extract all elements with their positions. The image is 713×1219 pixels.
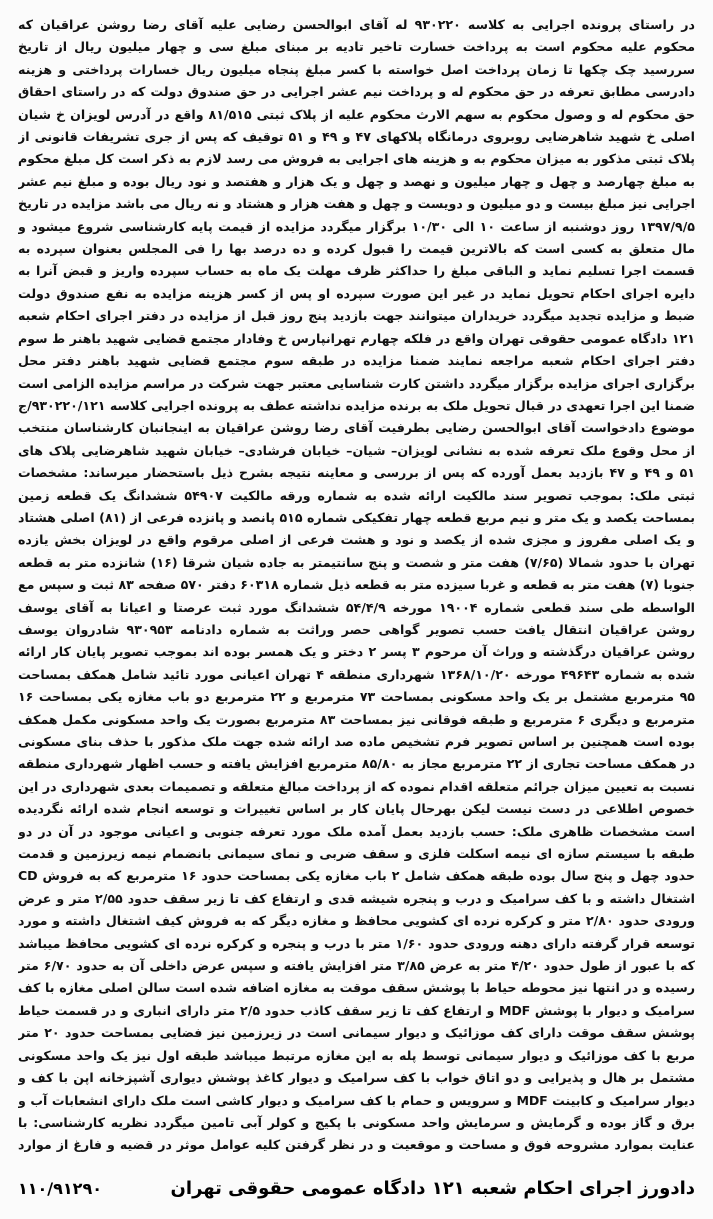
notice-paragraph: در راستای پرونده اجرایی به کلاسه ۹۳۰۲۲۰ له آقای ابوالحسن رضایی علیه آقای رضا روشن عراقیان که محکوم علیه محکوم است به پرداخت خسارت تاخیر تادیه بر مبنای مبلغ سی و چهار میلیون ریال از تاریخ سررسید چک چکها تا زمان پرداخت اصل خواسته با کسر مبلغ پنجاه میلیون ریال خسارات پرداختی و هزینه دادرسی مطابق تعرفه در حق محکوم له و پرداخت نیم عشر اجرایی در حق صندوق دولت که در راستای احقاق حق محکوم له و وصول محکوم به سهم الارث محکوم علیه از پلاک ثبتی ۸۱/۵۱۵ واقع در آدرس لویزان خ شیان اصلی خ شهید شاهرضایی روبروی درمانگاه پلاکهای ۴۷ و ۴۹ و ۵۱ توقیف که پس از جری تشریفات قانونی از پلاک ثبتی مذکور به میزان محکوم به و هزینه های اجرایی به فروش می رسد لازم به ذکر است کل مبلغ محکوم به مبلغ چهارصد و چهل و چهار میلیون و نهصد و چهل و یک هزار و هفتصد و نود ریال بوده و مبلغ نیم عشر اجرایی نیز مبلغ بیست و دو میلیون و دویست و چهل و هفت هزار و هشتاد و نه ریال می باشد مزایده در تاریخ ۱۳۹۷/۹/۵ روز دوشنبه از ساعت ۱۰ الی ۱۰/۳۰ برگزار میگردد مزایده از قیمت پایه کارشناسی شروع میشود و مال متعلق به کسی است که بالاترین قیمت را قبول کرده و ده درصد بها را فی المجلس بعنوان سپرده به قسمت اجرا تسلیم نماید و الباقی مبلغ را حداکثر ظرف مهلت یک ماه به حساب سپرده واریز و قبض آنرا به دایره اجرای احکام تحویل نماید در غیر این صورت سپرده او پس از کسر هزینه مزایده به نفع صندوق دولت ضبط و مزایده تجدید میگردد خریداران میتوانند جهت بازدید پنج روز قبل از مزایده در دفتر اجرای احکام شعبه ۱۲۱ دادگاه عمومی حقوقی تهران واقع در فلکه چهارم تهرانپارس خ وفادار مجتمع قضایی شهید باهنر ط سوم دفتر اجرای احکام شعبه مراجعه نمایند ضمنا مزایده در طبقه سوم مجتمع قضایی شهید باهنر دفتر محل برگزاری اجرای مزایده برگزار میگردد داشتن کارت شناسایی معتبر جهت شرکت در مراسم مزایده الزامی است ضمنا این اجرا تعهدی در قبال تحویل ملک به برنده مزایده نداشته عطف به پرونده اجرایی کلاسه ۹۳۰۲۲۰/۱۲۱/ج موضوع دادخواست آقای ابوالحسن رضایی بطرفیت آقای رضا روشن عراقیان به اینجانبان کارشناسان منتخب از محل وقوع ملک تعرفه شده به نشانی لویزان– شیان– خیابان فرشادی– خیابان شهید شاهرضایی پلاک های ۵۱ و ۴۹ و ۴۷ بازدید بعمل آورده که پس از بررسی و معاینه نتیجه بشرح ذیل باستحضار میرساند: مشخصات ثبتی ملک: بموجب تصویر سند مالکیت ارائه شده به شماره ورقه مالکیت ۵۴۹۰۷ ششدانگ یک قطعه زمین بمساحت یکصد و یک متر و نیم مربع قطعه چهار تفکیکی شماره ۵۱۵ پانصد و پانزده فرعی از (۸۱) اصلی هشتاد و یک اصلی مفروز و مجزی شده از یکصد و نود و هشت فرعی از اصلی مرقوم واقع در لویزان بخش یازده تهران با حدود شمالا (۷/۶۵) هفت متر و شصت و پنج سانتیمتر به جاده شیان شرقا (۱۶) شانزده متر به قطعه جنوبا (۷) هفت متر به قطعه و غربا سیزده متر به قطعه ذیل شماره ۶۰۳۱۸ دفتر ۵۷۰ صفحه ۸۳ ثبت و سپس مع الواسطه طی سند قطعی شماره ۱۹۰۰۴ مورخه ۵۴/۴/۹ ششدانگ مورد ثبت عرصتا و اعیانا به آقای یوسف روشن عراقیان انتقال یافت حسب تصویر گواهی حصر وراثت به شماره دادنامه ۹۳۰۹۵۳ شادروان یوسف روشن عراقیان درگذشته و وراث آن مرحوم ۳ پسر ۲ دختر و یک همسر بوده اند بموجب تصویر پایان کار ارائه شده به شماره ۴۹۶۴۳ مورخه ۱۳۶۸/۱۰/۲۰ شهرداری منطقه ۴ تهران اعیانی مورد تائید شامل همکف بمساحت ۹۵ مترمربع مشتمل بر یک واحد مسکونی بمساحت ۷۳ مترمربع و ۲۲ مترمربع دو باب مغازه یکی بمساحت ۱۶ مترمربع و دیگری ۶ مترمربع و طبقه فوقانی نیز بمساحت ۸۳ مترمربع بصورت یک واحد مسکونی مکمل همکف بوده است همچنین بر اساس تصویر فرم تشخیص ماده صد ارائه شده جهت ملک مذکور با حذف بنای مسکونی در همکف مساحت تجاری از ۲۲ مترمربع مجاز به ۸۵/۸۰ مترمربع افزایش یافته و حسب اظهار شهرداری منطقه نسبت به تعیین میزان جرائم متعلقه اقدام نموده که از پرداخت مبالغ متعلقه و تصمیمات بعدی شهرداری در این خصوص اطلاعی در دست نیست لیکن بهرحال پایان کار بر اساس تغییرات و توسعه انجام شده ارائه نگردیده است مشخصات ظاهری ملک: حسب بازدید بعمل آمده ملک مورد تعرفه جنوبی و اعیانی موجود در آن در دو طبقه با سیستم سازه ای نیمه اسکلت فلزی و سقف ضربی و نمای سیمانی بانضمام نیمه زیرزمین و قدمت حدود چهل و پنج سال بوده طبقه همکف شامل ۲ باب مغازه یکی بمساحت حدود ۱۶ مترمربع که به فروش CD اشتغال داشته و با کف سرامیک و درب و پنجره شیشه قدی و ارتفاع کف تا زیر سقف حدود ۲/۵۵ متر و عرض ورودی حدود ۲/۸۰ متر و کرکره نرده ای کشویی محافظ و مغازه دیگر که به فروش کیف اشتغال داشته و مورد توسعه قرار گرفته دارای دهنه ورودی حدود ۱/۶۰ متر با درب و پنجره و کرکره نرده ای کشویی محافظ میباشد که با عبور از طول حدود ۴/۲۰ متر به عرض ۳/۸۵ متر افزایش یافته و سپس عرض داخلی آن به حدود ۶/۷۰ متر رسیده و در انتها نیز محوطه حیاط با پوشش سقف موقت به مغازه اضافه شده است سالن اصلی مغازه با کف سرامیک و دیوار با پوشش MDF و ارتفاع کف تا زیر سقف کاذب حدود ۲/۵ متر دارای انباری و در قسمت حیاط پوشش سقف موقت دارای کف موزائیک و دیوار سیمانی است در زیرزمین نیز فضایی بمساحت حدود ۲۰ متر مربع با کف موزائیک و دیوار سیمانی توسط پله به این مغازه مرتبط میباشد طبقه اول نیز یک واحد مسکونی مشتمل بر هال و پذیرایی و دو اتاق خواب با کف سرامیک و دیوار کاغذ پوشش دیواری آشپزخانه اپن با کف و دیوار سرامیک و کابینت MDF و سرویس و حمام با کف سرامیک و دیوار کاشی است ملک دارای انشعابات آب و برق و گاز بوده و گرمایش و سرمایش واحد مسکونی با پکیج و کولر آبی تامین میگردد نظریه کارشناسی: با عنایت بموارد مشروحه فوق و مساحت و موقعیت و در نظر گرفتن کلیه عوامل موثر در قضیه و فارغ از موارد	[18, 17, 695, 1153]
notice-footer	[18, 1171, 695, 1205]
court-signature: دادورز اجرای احکام شعبه ۱۲۱ دادگاه عمومی حقوقی تهران	[170, 1177, 695, 1199]
notice-reference-number: ۱۱۰/۹۱۲۹۰	[18, 1178, 102, 1198]
auction-notice-body	[18, 14, 695, 1159]
